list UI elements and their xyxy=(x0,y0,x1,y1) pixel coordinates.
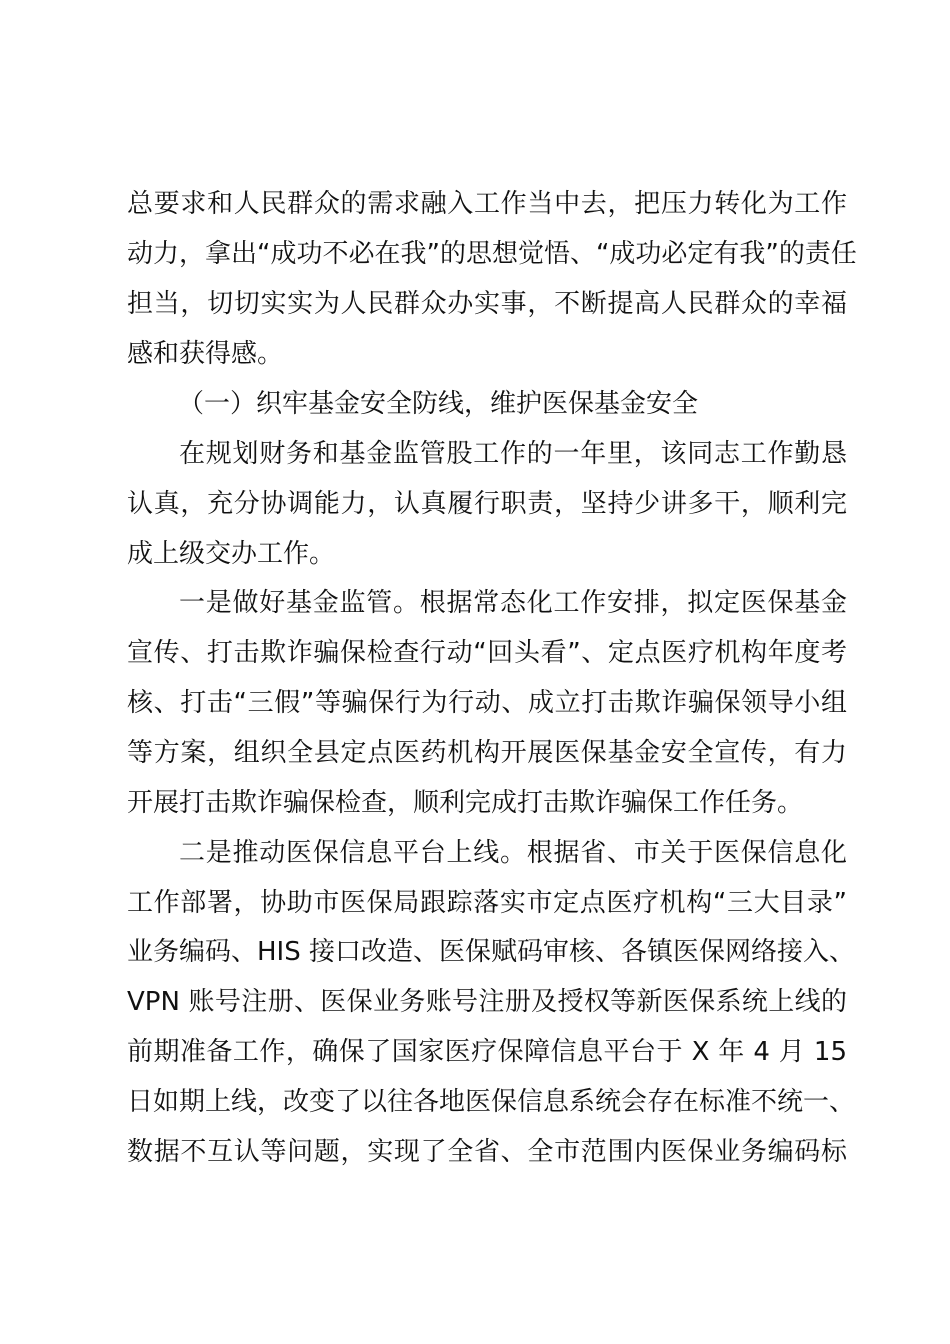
paragraph-line: 业务编码、HIS 接口改造、医保赋码审核、各镇医保网络接入、 xyxy=(127,937,855,967)
section-heading: （一）织牢基金安全防线，维护医保基金安全 xyxy=(178,389,699,419)
paragraph-line: 总要求和人民群众的需求融入工作当中去，把压力转化为工作 xyxy=(127,189,847,219)
paragraph-line: 担当，切切实实为人民群众办实事，不断提高人民群众的幸福 xyxy=(127,289,847,319)
paragraph-line: 认真，充分协调能力，认真履行职责，坚持少讲多干，顺利完 xyxy=(127,489,847,519)
paragraph-line: 感和获得感。 xyxy=(127,339,284,369)
paragraph-line: 等方案，组织全县定点医药机构开展医保基金安全宣传，有力 xyxy=(127,738,847,768)
paragraph-line: 日如期上线，改变了以往各地医保信息系统会存在标准不统一、 xyxy=(127,1087,856,1117)
paragraph-line: 一是做好基金监管。根据常态化工作安排，拟定医保基金 xyxy=(179,588,847,618)
paragraph-line: 核、打击“三假”等骗保行为行动、成立打击欺诈骗保领导小组 xyxy=(127,688,847,718)
paragraph-line: 数据不互认等问题，实现了全省、全市范围内医保业务编码标 xyxy=(127,1137,847,1167)
paragraph-line: 工作部署，协助市医保局跟踪落实市定点医疗机构“三大目录” xyxy=(127,888,847,918)
paragraph-line: VPN 账号注册、医保业务账号注册及授权等新医保系统上线的 xyxy=(127,987,847,1017)
paragraph-line: 宣传、打击欺诈骗保检查行动“回头看”、定点医疗机构年度考 xyxy=(127,638,847,668)
paragraph-line: 成上级交办工作。 xyxy=(127,539,336,569)
paragraph-line: 二是推动医保信息平台上线。根据省、市关于医保信息化 xyxy=(179,838,847,868)
paragraph-line: 开展打击欺诈骗保检查，顺利完成打击欺诈骗保工作任务。 xyxy=(127,788,804,818)
paragraph-line: 在规划财务和基金监管股工作的一年里，该同志工作勤恳 xyxy=(179,439,847,469)
paragraph-line: 前期准备工作，确保了国家医疗保障信息平台于 X 年 4 月 15 xyxy=(127,1037,847,1067)
paragraph-line: 动力，拿出“成功不必在我”的思想觉悟、“成功必定有我”的责任 xyxy=(127,239,857,269)
